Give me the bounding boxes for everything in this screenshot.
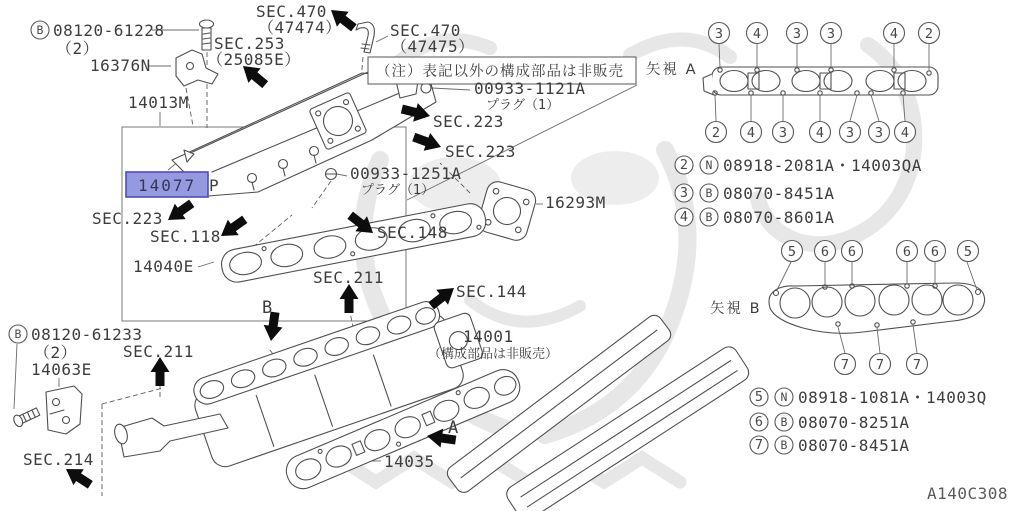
part-16293M: 16293M [545, 193, 606, 212]
svg-text:N: N [705, 158, 713, 172]
drawing-code: A140C308 [927, 484, 1009, 503]
part-00933-1121A-note: プラグ（1） [486, 98, 560, 113]
svg-text:7: 7 [840, 357, 850, 373]
bracket-14063E-drawing [46, 386, 82, 434]
svg-text:08070-8601A: 08070-8601A [723, 208, 835, 227]
svg-text:5: 5 [754, 389, 764, 405]
part-08120-61228-qty: （2） [56, 39, 100, 58]
sec470-47475-line2: （47475） [391, 37, 475, 56]
view-b-title: 矢視 B [710, 301, 762, 317]
view-a-bottom-callouts [706, 122, 916, 143]
svg-text:3: 3 [845, 125, 855, 141]
sec144-label: SEC.144 [456, 282, 527, 301]
svg-text:3: 3 [874, 125, 884, 141]
note-text: （注）表記以外の構成部品は非販売 [376, 64, 624, 80]
circled-B-left [9, 325, 27, 343]
sec211-left-arrow [151, 357, 170, 386]
svg-text:B: B [780, 438, 788, 452]
part-14035: 14035 [384, 452, 435, 471]
view-b-bottom-callouts [835, 354, 928, 375]
svg-text:B: B [780, 415, 788, 429]
part-00933-1251A: 00933-1251A [350, 164, 462, 183]
view-a-gasket-drawing [703, 67, 938, 95]
svg-text:5: 5 [963, 244, 973, 260]
svg-text:4: 4 [889, 26, 899, 42]
sec211-center-arrow [340, 284, 359, 313]
sec470-47475-line1: SEC.470 [390, 21, 461, 40]
view-b-legend-row-1 [750, 388, 987, 407]
svg-text:08918-2081A・14003QA: 08918-2081A・14003QA [723, 156, 922, 175]
part-16376N: 16376N [90, 56, 151, 75]
view-a-title: 矢視 A [646, 62, 698, 78]
svg-text:B: B [705, 210, 713, 224]
svg-text:3: 3 [792, 26, 802, 42]
svg-text:6: 6 [847, 244, 857, 260]
sec253-line2: （25085E） [207, 50, 301, 69]
highlighted-part-14077[interactable] [126, 172, 208, 197]
part-08120-61228: 08120-61228 [53, 21, 165, 40]
part-00933-1121A: 00933-1121A [474, 79, 586, 98]
view-b-legend [750, 388, 987, 455]
svg-text:3: 3 [679, 185, 689, 201]
bolt-icon-top [200, 20, 214, 50]
part-14001-note: （構成部品は非販売） [428, 347, 559, 362]
bolt-icon-left [12, 406, 41, 428]
sec214-label: SEC.214 [23, 450, 94, 469]
sec223-right1-label: SEC.223 [433, 112, 504, 131]
svg-text:3: 3 [778, 125, 788, 141]
svg-text:4: 4 [679, 209, 689, 225]
svg-text:5: 5 [787, 244, 797, 260]
view-b-gasket-drawing [769, 283, 985, 333]
svg-text:08070-8451A: 08070-8451A [798, 436, 910, 455]
view-b-marker: B [262, 298, 273, 318]
view-a-marker: A [448, 418, 459, 438]
svg-text:4: 4 [815, 125, 825, 141]
sec223-left-label: SEC.223 [92, 209, 163, 228]
svg-text:7: 7 [875, 357, 885, 373]
svg-text:3: 3 [714, 26, 724, 42]
part-14040E: 14040E [133, 257, 194, 276]
svg-text:08918-1081A・14003Q: 08918-1081A・14003Q [798, 388, 987, 407]
part-00933-1251A-note: プラグ（1） [361, 183, 435, 198]
svg-text:2: 2 [711, 125, 721, 141]
plug-1251A-icon [326, 169, 337, 180]
svg-text:7: 7 [912, 357, 922, 373]
sec148-label: SEC.148 [377, 223, 448, 242]
sec223-left-arrow [163, 196, 198, 228]
part-14077: 14077 [138, 176, 197, 195]
circled-B-top [31, 21, 49, 39]
svg-text:B: B [14, 327, 22, 341]
svg-text:B: B [705, 186, 713, 200]
sec223-right2-label: SEC.223 [445, 142, 516, 161]
part-14063E: 14063E [31, 360, 92, 379]
svg-text:4: 4 [900, 125, 910, 141]
sec118-label: SEC.118 [150, 227, 221, 246]
svg-text:08070-8251A: 08070-8251A [798, 413, 910, 432]
view-a-legend-row-2 [675, 184, 834, 203]
part-14013M: 14013M [128, 93, 189, 112]
view-a-legend-row-1 [675, 156, 922, 175]
svg-text:7: 7 [754, 437, 764, 453]
sec470-47474-line1: SEC.470 [256, 2, 327, 21]
svg-text:2: 2 [924, 26, 934, 42]
sec211-left-label: SEC.211 [123, 342, 194, 361]
svg-text:6: 6 [754, 414, 764, 430]
view-a-top-callouts [709, 23, 940, 44]
svg-text:4: 4 [746, 125, 756, 141]
sec253-line1: SEC.253 [214, 34, 285, 53]
svg-text:B: B [36, 23, 44, 37]
sec211-center-label: SEC.211 [313, 268, 384, 287]
svg-text:4: 4 [752, 26, 762, 42]
svg-text:6: 6 [902, 244, 912, 260]
svg-text:6: 6 [820, 244, 830, 260]
part-08120-61233: 08120-61233 [31, 325, 143, 344]
svg-text:3: 3 [826, 26, 836, 42]
sec223-right2-arrow [410, 128, 444, 156]
svg-text:N: N [780, 390, 788, 404]
part-14001: 14001 [463, 327, 514, 346]
svg-text:2: 2 [679, 157, 689, 173]
part-14077-suffix: P [209, 176, 220, 195]
view-b-legend-row-2 [750, 413, 909, 432]
svg-text:6: 6 [930, 244, 940, 260]
view-a-legend-row-3 [675, 208, 834, 227]
view-b-legend-row-3 [750, 436, 909, 455]
hose-47475-icon [356, 22, 374, 53]
part-08120-61233-qty: （2） [34, 343, 78, 362]
svg-text:08070-8451A: 08070-8451A [723, 184, 835, 203]
sec470-47474-line2: （47474） [258, 18, 342, 37]
